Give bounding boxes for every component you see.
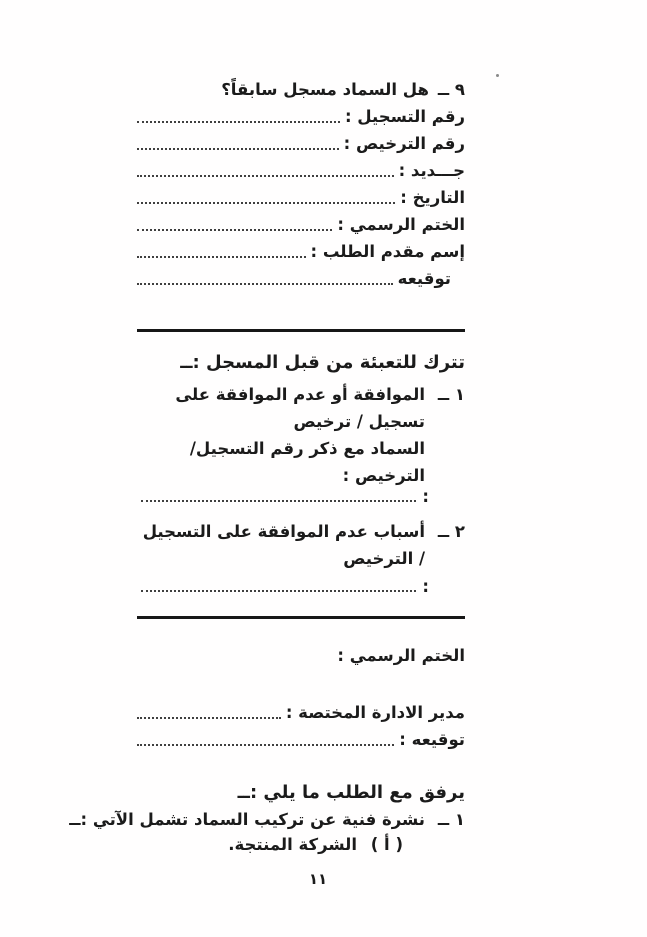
- registrar-item-1-line-2: السماد مع ذكر رقم التسجيل/الترخيص :: [189, 439, 425, 485]
- dotted-fill-line: [137, 202, 395, 204]
- field-row-applicant-signature: [137, 265, 465, 292]
- registrar-item-2-body: [137, 518, 425, 572]
- field-label-director: مدير الادارة المختصة :: [285, 703, 465, 722]
- registrar-item-1-answer-line: [137, 489, 465, 505]
- official-stamp-label: الختم الرسمي :: [337, 646, 465, 665]
- field-row-applicant-name: [137, 238, 465, 265]
- form-content-column: [69, 76, 465, 858]
- registrar-item-2-answer-line: [137, 579, 465, 595]
- question-9-row: [137, 76, 465, 103]
- section-divider: [137, 329, 465, 332]
- field-row-registration-number: [137, 103, 465, 130]
- field-label-license-number: رقم الترخيص :: [343, 134, 465, 153]
- field-label-new: جـــديد :: [398, 161, 465, 180]
- field-row-new: [137, 157, 465, 184]
- answer-colon: :: [422, 577, 429, 596]
- field-row-director: [137, 700, 465, 726]
- registrar-item-2: [137, 518, 465, 572]
- question-9-number: ٩ ــ: [437, 80, 465, 99]
- sub-item-a-marker: ( أ ): [370, 835, 403, 854]
- field-row-official-stamp: [137, 211, 465, 238]
- field-row-date: [137, 184, 465, 211]
- scan-speck: [496, 74, 499, 77]
- field-label-applicant-name: إسم مقدم الطلب :: [310, 242, 465, 261]
- dotted-fill-line: [137, 283, 393, 285]
- dotted-fill-line: [141, 590, 416, 592]
- field-label-official-stamp: الختم الرسمي :: [337, 215, 465, 234]
- field-row-director-signature: [137, 726, 465, 753]
- dotted-fill-line: [137, 148, 339, 150]
- field-label-applicant-signature: توقيعه: [397, 269, 451, 288]
- registrar-item-2-number: ٢ ــ: [437, 522, 465, 541]
- question-9-text: هل السماد مسجل سابقاً؟: [221, 80, 429, 99]
- dotted-fill-line: [137, 175, 394, 177]
- dotted-fill-line: [137, 744, 394, 746]
- field-row-license-number: [137, 130, 465, 157]
- registrar-item-2-line-1: أسباب عدم الموافقة على التسجيل / الترخيص: [142, 522, 425, 568]
- dotted-fill-line: [137, 229, 332, 231]
- section-divider: [137, 616, 465, 619]
- attachments-sub-item-a: [137, 832, 465, 858]
- dotted-fill-line: [137, 717, 281, 719]
- dotted-fill-line: [141, 500, 416, 502]
- field-label-registration-number: رقم التسجيل :: [344, 107, 465, 126]
- attachments-item-1-number: ١ ــ: [437, 810, 465, 829]
- registrar-item-1-body: [137, 381, 425, 489]
- field-label-director-signature: توقيعه :: [399, 730, 465, 749]
- page-number: ١١: [308, 870, 328, 888]
- registrar-item-1-number: ١ ــ: [437, 385, 465, 404]
- dotted-fill-line: [137, 121, 340, 123]
- answer-colon: :: [422, 487, 429, 506]
- registrar-item-1: [137, 381, 465, 489]
- dotted-fill-line: [137, 256, 306, 258]
- attachments-section-heading: يرفق مع الطلب ما يلي :ــ: [237, 782, 465, 803]
- attachments-item-1-text: نشرة فنية عن تركيب السماد تشمل الآتي :ــ: [69, 810, 425, 829]
- field-label-date: التاريخ :: [400, 188, 465, 207]
- attachments-item-1: [69, 807, 465, 832]
- registrar-item-1-line-1: الموافقة أو عدم الموافقة على تسجيل / ترخيص: [175, 385, 425, 431]
- sub-item-a-text: الشركة المنتجة.: [228, 835, 358, 854]
- registrar-section-heading: تترك للتعبئة من قبل المسجل :ــ: [180, 352, 465, 373]
